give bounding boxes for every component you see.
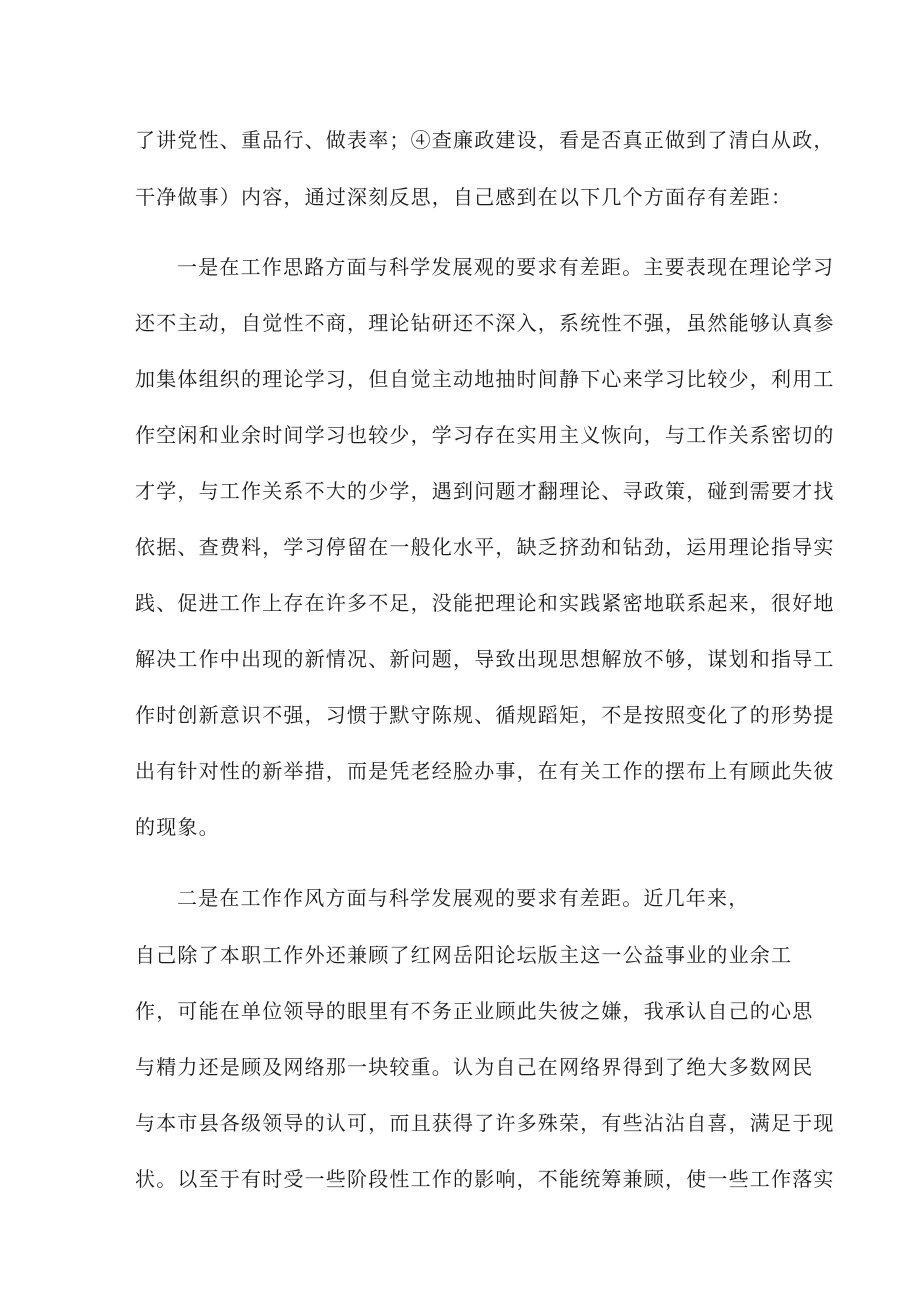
section-two-line-2: 自己除了本职工作外还兼顾了红网岳阳论坛版主这一公益事业的业余工	[135, 943, 793, 967]
section-two-line-1: 二是在工作作风方面与科学发展观的要求有差距。近几年来，	[177, 886, 750, 910]
intro-line-1: 了讲党性、重品行、做表率；④查廉政建设，看是否真正做到了清白从政，	[135, 128, 835, 152]
section-one-line-1: 一是在工作思路方面与科学发展观的要求有差距。主要表现在理论学习	[177, 255, 835, 279]
section-two-line-6: 状。以至于有时受一些阶段性工作的影响，不能统筹兼顾，使一些工作落实	[135, 1167, 835, 1191]
section-two-line-5: 与本市县各级领导的认可，而且获得了许多殊荣，有些沾沾自喜，满足于现	[135, 1111, 835, 1135]
section-one-line-5: 才学，与工作关系不大的少学，遇到问题才翻理论、寻政策，碰到需要才找	[135, 479, 835, 503]
section-one-line-9: 作时创新意识不强，习惯于默守陈规、循规蹈矩，不是按照变化了的形势提	[135, 703, 835, 727]
section-two-line-4: 与精力还是顾及网络那一块较重。认为自己在网络界得到了绝大多数网民	[135, 1055, 814, 1079]
section-two-line-3: 作，可能在单位领导的眼里有不务正业顾此失彼之嫌，我承认自己的心思	[135, 999, 814, 1023]
section-one-line-10: 出有针对性的新举措，而是凭老经脸办事，在有关工作的摆布上有顾此失彼	[135, 759, 835, 783]
section-one-line-4: 作空闲和业余时间学习也较少，学习存在实用主义恢向，与工作关系密切的	[135, 423, 835, 447]
intro-line-2: 干净做事）内容，通过深刻反思，自己感到在以下几个方面存有差距：	[135, 185, 793, 209]
section-one-line-8: 解决工作中出现的新情况、新问题，导致出现思想解放不够，谋划和指导工	[135, 647, 835, 671]
section-one-line-6: 依据、查费料，学习停留在一般化水平，缺乏挤劲和钻劲，运用理论指导实	[135, 535, 835, 559]
section-one-line-3: 加集体组织的理论学习，但自觉主动地抽时间静下心来学习比较少，利用工	[135, 367, 835, 391]
section-one-line-2: 还不主动，自觉性不商，理论钻研还不深入，系统性不强，虽然能够认真参	[135, 311, 835, 335]
section-one-line-7: 践、促进工作上存在许多不足，没能把理论和实践紧密地联系起来，很好地	[135, 591, 835, 615]
section-one-line-11: 的现象。	[135, 815, 220, 839]
